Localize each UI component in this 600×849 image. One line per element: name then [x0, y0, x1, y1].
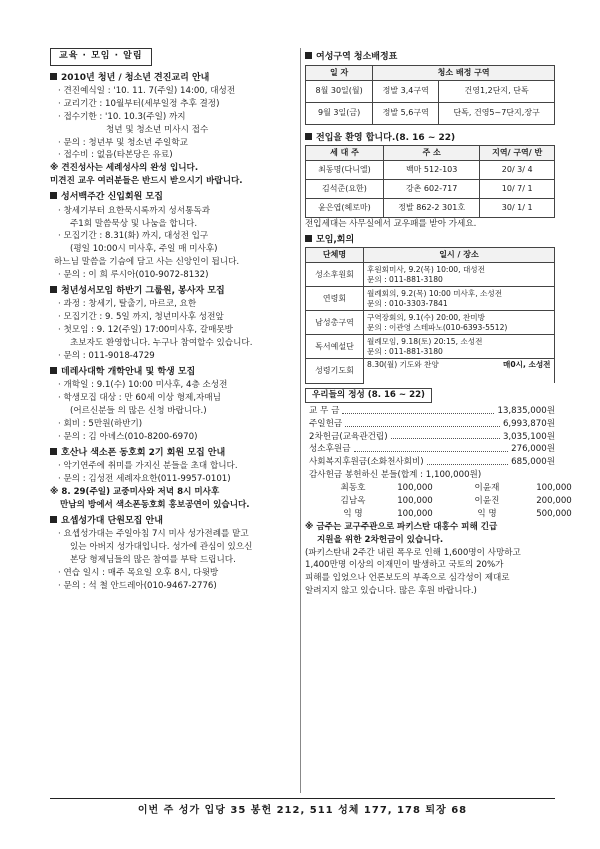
- youth-line: · 첫모임 : 9. 12(주일) 17:00미사후, 갈매못방: [50, 324, 298, 337]
- table-row: 성소후원회 후원회미사, 9.2(목) 10:00, 대성전 문의 : 011-881-3180: [306, 263, 555, 287]
- teresa-title: 데레사대학 개학안내 및 학생 모집: [50, 366, 298, 380]
- list-item: 성소후원금 276,000원: [309, 444, 555, 455]
- square-bullet-icon: [50, 448, 57, 455]
- table-row: 최동명(다니엘) 백마 512-103 20/ 3/ 4: [306, 161, 555, 180]
- square-bullet-icon: [305, 133, 312, 140]
- offering-para: 1,400만명 이상의 이재민이 발생하고 국토의 20%가: [305, 560, 504, 571]
- youth-line: · 모집기간 : 9. 5일 까지, 청년미사후 성전앞: [50, 311, 298, 324]
- table-row: 독서예설단 월례모임, 9.18(토) 20:15, 소성전 문의 : 011-881-3180: [306, 335, 555, 359]
- table-header: 일시 / 장소: [364, 248, 555, 263]
- donor-list: 최동호 100,000 이윤재 100,000 김남옥 100,000 이윤진 200,000 익 명 100,000 익 명 500,000: [340, 483, 572, 519]
- bible-line: · 모집기간 : 8.31(화) 까지, 대성전 입구: [50, 230, 298, 243]
- confirm-title: 2010년 청년 / 청소년 견진교리 안내: [50, 72, 298, 86]
- welcome-note: 전입세대는 사무실에서 교우패를 받아 가세요.: [305, 219, 477, 229]
- sax-note: 만남의 방에서 색소폰동호회 홍보공연이 있습니다.: [60, 500, 250, 511]
- bible-line: 주1회 말씀묵상 및 나눔을 합니다.: [70, 218, 198, 229]
- confirm-line: · 접수기한 : '10. 10.3(주일) 까지: [50, 111, 298, 124]
- list-item: 사회복지후원금(소화천사회비) 685,000원: [309, 457, 555, 468]
- clean-title: 여성구역 청소배정표: [305, 51, 555, 65]
- teresa-line: · 개학일 : 9.1(수) 10:00 미사후, 4층 소성전: [50, 379, 298, 392]
- teresa-line: · 회비 : 5만원(하반기): [50, 418, 298, 431]
- bible-line: · 문의 : 이 희 루시아(010-9072-8132): [50, 269, 298, 282]
- square-bullet-icon: [50, 73, 57, 80]
- table-row: 9월 3일(금) 정발 5,6구역 단독, 건영5~7단지,장구: [306, 102, 555, 124]
- offering-para: 피해를 입었으나 언론보도의 부족으로 심각성이 제대로: [305, 573, 510, 584]
- confirm-note: 미견진 교우 여러분들은 반드시 받으시기 바랍니다.: [50, 176, 243, 187]
- thanks-title: 감사헌금 봉헌하신 분들(합계 : 1,100,000원): [309, 470, 482, 481]
- joseph-line: · 문의 : 석 철 안드레아(010-9467-2776): [50, 580, 298, 593]
- teresa-line: · 문의 : 김 아녜스(010-8200-6970): [50, 431, 298, 444]
- table-row: 연령회 월례회의, 9.2(목) 10:00 미사후, 소성전 문의 : 010-3303-7841: [306, 287, 555, 311]
- youth-title: 청년성서모임 하반기 그룹원, 봉사자 모집: [50, 285, 298, 299]
- confirm-line: · 접수비 : 없음(타본당은 유료): [50, 149, 298, 162]
- table-header: 세 대 주: [306, 146, 384, 161]
- joseph-line: · 연습 일시 : 매주 목요일 오후 8시, 다윗방: [50, 567, 298, 580]
- left-column: [50, 48, 298, 593]
- offering-note: 지원을 위한 2차헌금이 있습니다.: [317, 534, 444, 545]
- section-tab: 교육 · 모임 · 알림: [50, 48, 152, 66]
- youth-line: · 과정 : 창세기, 탈출기, 마르코, 요한: [50, 298, 298, 311]
- table-row: 8월 30일(월) 정발 3,4구역 건영1,2단지, 단독: [306, 80, 555, 102]
- table-row: 남성총구역 구역장회의, 9.1(수) 20:00, 찬미방 문의 : 이관영 스테파노(010-6393-5512): [306, 311, 555, 335]
- square-bullet-icon: [50, 367, 57, 374]
- sax-note: ※ 8. 29(주일) 교중미사와 저녁 8시 미사후: [50, 487, 220, 498]
- column-divider: [300, 48, 301, 793]
- bible-line: 하느님 말씀을 기슴에 담고 사는 신앙인이 됩니다.: [54, 257, 240, 268]
- sax-title: 호산나 색소폰 동호회 2기 회원 모집 안내: [50, 447, 298, 461]
- table-header: 일 자: [306, 65, 373, 80]
- meetings-table: [305, 247, 555, 384]
- bible-line: (평일 10:00시 미사후, 주일 매 미사후): [70, 244, 218, 255]
- square-bullet-icon: [50, 286, 57, 293]
- list-item: 주일헌금 6,993,870원: [309, 418, 555, 429]
- offering-para: 알려지지 않고 있습니다. 많은 후원 바랍니다.): [305, 586, 477, 597]
- table-header: 청소 배정 구역: [373, 65, 555, 80]
- table-row: 김석준(요한) 강촌 602-717 10/ 7/ 1: [306, 180, 555, 199]
- bible-title: 성서백주간 신입회원 모집: [50, 191, 298, 205]
- welcome-title: 전입을 환영 합니다.(8. 16 ~ 22): [305, 132, 555, 146]
- confirm-line: 청년 및 청소년 미사시 접수: [106, 124, 209, 135]
- table-row: 윤은엽(헤로마) 정발 862-2 301호 30/ 1/ 1: [306, 199, 555, 218]
- confirm-note: ※ 견진성사는 세례성사의 완성 입니다.: [50, 163, 199, 174]
- list-item: 2차헌금(교육관건립) 3,035,100원: [309, 431, 555, 442]
- youth-line: · 문의 : 011-9018-4729: [50, 350, 298, 363]
- joseph-line: 본당 형제님들의 많은 참여를 부탁 드립니다.: [70, 555, 236, 566]
- bible-line: · 창세기부터 요한묵시록까지 성서통독과: [50, 205, 298, 218]
- meetings-title: 모임,회의: [305, 234, 555, 248]
- joseph-line: 있는 아버지 성가대입니다. 성가에 관심이 있으신: [70, 542, 253, 553]
- confirm-line: · 견진예식일 : '10. 11. 7(주일) 14:00, 대성전: [50, 85, 298, 98]
- offering-note: ※ 금주는 교구주관으로 파키스탄 대홍수 피해 긴급: [305, 521, 498, 532]
- table-header: 지역/ 구역/ 반: [480, 146, 555, 161]
- sax-line: · 문의 : 김성전 세례자요한(011-9957-0101): [50, 473, 298, 486]
- confirm-line: · 교리기간 : 10월부터(세부일정 추후 결정): [50, 98, 298, 111]
- table-header: 단체명: [306, 248, 364, 263]
- hymn-footer: 이번 주 성가 입당 35 봉헌 212, 511 성체 177, 178 퇴장 68: [50, 798, 555, 818]
- table-header: 주 소: [383, 146, 479, 161]
- sax-line: · 악기연주에 취미를 가지신 분들을 초대 합니다.: [50, 460, 298, 473]
- right-column: [305, 48, 572, 598]
- square-bullet-icon: [305, 52, 312, 59]
- joseph-line: · 요셉성가대는 주일아침 7시 미사 성가전례를 맡고: [50, 528, 298, 541]
- square-bullet-icon: [50, 516, 57, 523]
- table-row: 성령기도회 8.30(월) 기도와 찬양 매0시, 소성전: [306, 359, 555, 384]
- joseph-title: 요셉성가대 단원모집 안내: [50, 515, 298, 529]
- youth-line: 초보자도 환영합니다. 누구나 참여할수 있습니다.: [70, 338, 253, 349]
- welcome-table: [305, 145, 555, 218]
- square-bullet-icon: [305, 235, 312, 242]
- offering-para: (파키스탄내 2주간 내린 폭우로 인해 1,600명이 사망하고: [305, 547, 521, 558]
- confirm-line: · 문의 : 청년부 및 청소년 주일학교: [50, 137, 298, 150]
- offering-title: 우리들의 정성 (8. 16 ~ 22): [305, 388, 432, 403]
- list-item: 교 무 금 13,835,000원: [309, 405, 555, 416]
- offering-list: [305, 405, 555, 469]
- clean-table: [305, 65, 555, 125]
- bulletin-page: [50, 48, 572, 798]
- teresa-line: · 학생모집 대상 : 만 60세 이상 형제,자매님: [50, 392, 298, 405]
- teresa-line: (어르신분들 의 많은 신청 바랍니다.): [70, 406, 207, 417]
- square-bullet-icon: [50, 192, 57, 199]
